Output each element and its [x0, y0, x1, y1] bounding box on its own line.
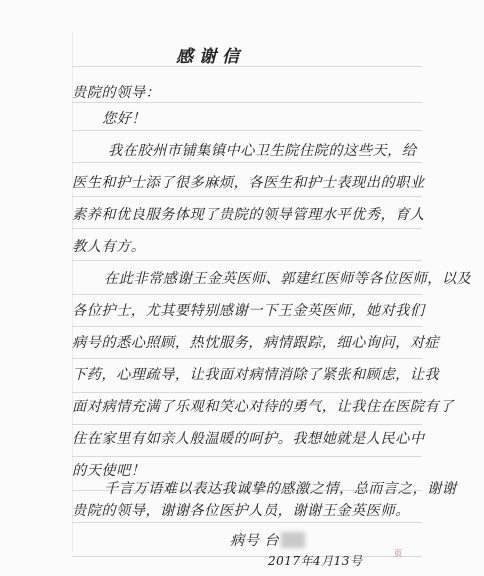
- letter-line: 素养和优良服务体现了贵院的领导管理水平优秀，育人: [72, 207, 425, 223]
- ruled-line: [72, 522, 422, 523]
- ruled-line: [72, 424, 422, 425]
- signature-label: 病号 台: [230, 533, 280, 549]
- page-mark: 页: [394, 549, 402, 558]
- letter-line: 面对病情充满了乐观和笑心对待的勇气，让我住在医院有了: [72, 399, 454, 415]
- letter-date: 2017年4月13号: [268, 554, 363, 568]
- letter-line: 的天使吧！: [72, 463, 146, 479]
- ruled-line: [72, 260, 422, 261]
- letter-line: 住在家里有如亲人般温暖的呵护。我想她就是人民心中: [72, 431, 425, 447]
- ruled-line: [72, 130, 422, 131]
- ruled-line: [72, 66, 422, 67]
- ruled-line: [72, 326, 422, 327]
- ruled-line: [72, 228, 422, 229]
- ruled-line: [72, 162, 422, 163]
- letter-line: 下药，心理疏导，让我面对病情消除了紧张和顾虑，让我: [72, 367, 440, 383]
- letter-line: 教人有方。: [72, 239, 146, 255]
- letter-line: 在此非常感谢王金英医师、郭建红医师等各位医师，以及: [104, 271, 472, 287]
- ruled-line: [72, 392, 422, 393]
- ruled-line: [72, 196, 422, 197]
- ruled-line: [72, 102, 422, 103]
- letter-line: 千言万语难以表达我诚挚的感激之情，总而言之，谢谢: [104, 481, 457, 497]
- letter-title: 感谢信: [176, 47, 245, 67]
- letter-line: 各位护士，尤其要特别感谢一下王金英医师，她对我们: [72, 303, 425, 319]
- ruled-line: [72, 358, 422, 359]
- letter-line: 我在胶州市铺集镇中心卫生院住院的这些天，给: [108, 143, 417, 159]
- letter-line: 医生和护士添了很多麻烦，各医生和护士表现出的职业: [72, 175, 425, 191]
- signature: [230, 530, 305, 550]
- ruled-line: [72, 556, 422, 557]
- letter-line: 贵院的领导，谢谢各位医护人员，谢谢王金英医师。: [72, 503, 410, 519]
- letter-line: 病号的悉心照顾，热忱服务，病情跟踪，细心询问，对症: [72, 335, 440, 351]
- salutation: 贵院的领导：: [72, 85, 161, 101]
- ruled-line: [72, 456, 422, 457]
- greeting: 您好！: [102, 111, 147, 127]
- ruled-line: [72, 294, 422, 295]
- redacted-name: [281, 532, 305, 548]
